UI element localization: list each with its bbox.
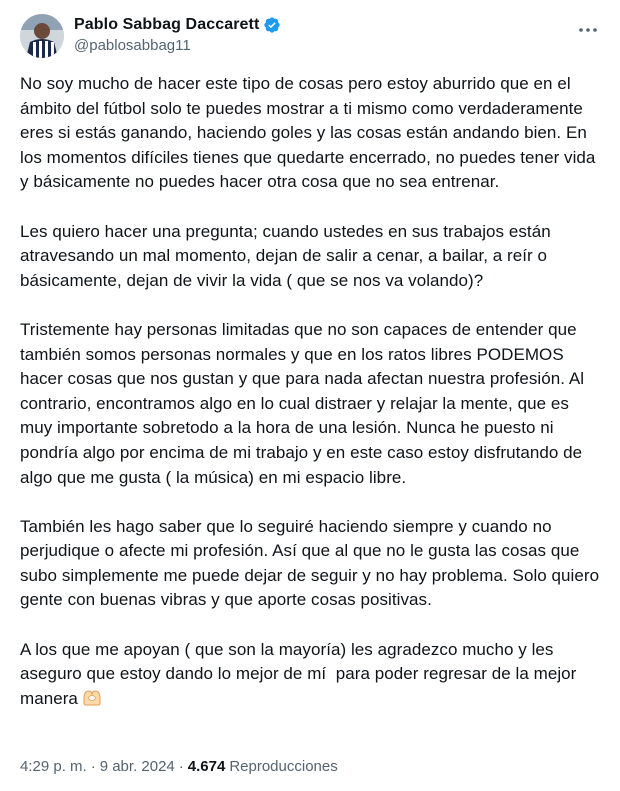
tweet-date[interactable]: 9 abr. 2024 (99, 758, 175, 775)
tweet-paragraph: También les hago saber que lo seguiré haciendo siempre y cuando no perjudique o afecte mi profesión. Así que al que no le gusta las cosas que subo simplemente me puede dejar de seguir y no hay problema. Solo quiero gente con buenas vibras y que aporte cosas positivas. (20, 516, 604, 610)
tweet-paragraph: Tristemente hay personas limitadas que no son capaces de entender que también somos personas normales y que en los ratos libres PODEMOS hacer cosas que nos gustan y que para nada afectan nuestra profesión. Al contrario, encontramos algo en lo cual distraer y relajar la mente, que es muy importante sobretodo a la hora de una lesión. Nunca he puesto ni pondría algo por encima de mi trabajo y en este caso estoy disfrutando de algo que me gusta ( la música) en mi espacio libre. (20, 319, 589, 487)
tweet-meta (20, 758, 338, 775)
tweet-time[interactable]: 4:29 p. m. (20, 758, 87, 775)
name-row (74, 14, 281, 36)
meta-separator: · (178, 758, 184, 775)
author-block (74, 14, 281, 54)
tweet-paragraph: No soy mucho de hacer este tipo de cosas pero estoy aburrido que en el ámbito del fútbol solo te puedes mostrar a ti mismo como verdaderamente eres si estás ganando, haciendo goles y las cosas están andando bien. En los momentos difíciles tienes que quedarte encerrado, no puedes tener vida y básicamente no puedes hacer otra cosa que no sea entrenar. (20, 74, 601, 192)
meta-separator: · (90, 758, 96, 775)
views-label: Reproducciones (229, 758, 338, 775)
heart-hands-emoji (82, 689, 102, 707)
author-name[interactable]: Pablo Sabbag Daccarett (74, 16, 260, 33)
tweet-paragraph: A los que me apoyan ( que son la mayoría) les agradezco mucho y les aseguro que estoy dando lo mejor de mí para poder regresar de la mejor manera (20, 639, 582, 708)
tweet-header (16, 12, 604, 60)
tweet-paragraph: Les quiero hacer una pregunta; cuando ustedes en sus trabajos están atravesando un mal momento, dejan de salir a cenar, a bailar, a reír o básicamente, dejan de vivir la vida ( que se nos va volando)? (20, 221, 556, 290)
views-count[interactable]: 4.674 (187, 758, 226, 775)
avatar-image (20, 14, 64, 58)
avatar[interactable] (20, 14, 64, 58)
verified-badge-icon[interactable] (263, 16, 281, 34)
tweet-last-paragraph (20, 638, 604, 712)
tweet-text (20, 72, 604, 711)
author-handle[interactable]: @pablosabbag11 (74, 37, 191, 54)
more-options-icon[interactable] (574, 20, 602, 40)
